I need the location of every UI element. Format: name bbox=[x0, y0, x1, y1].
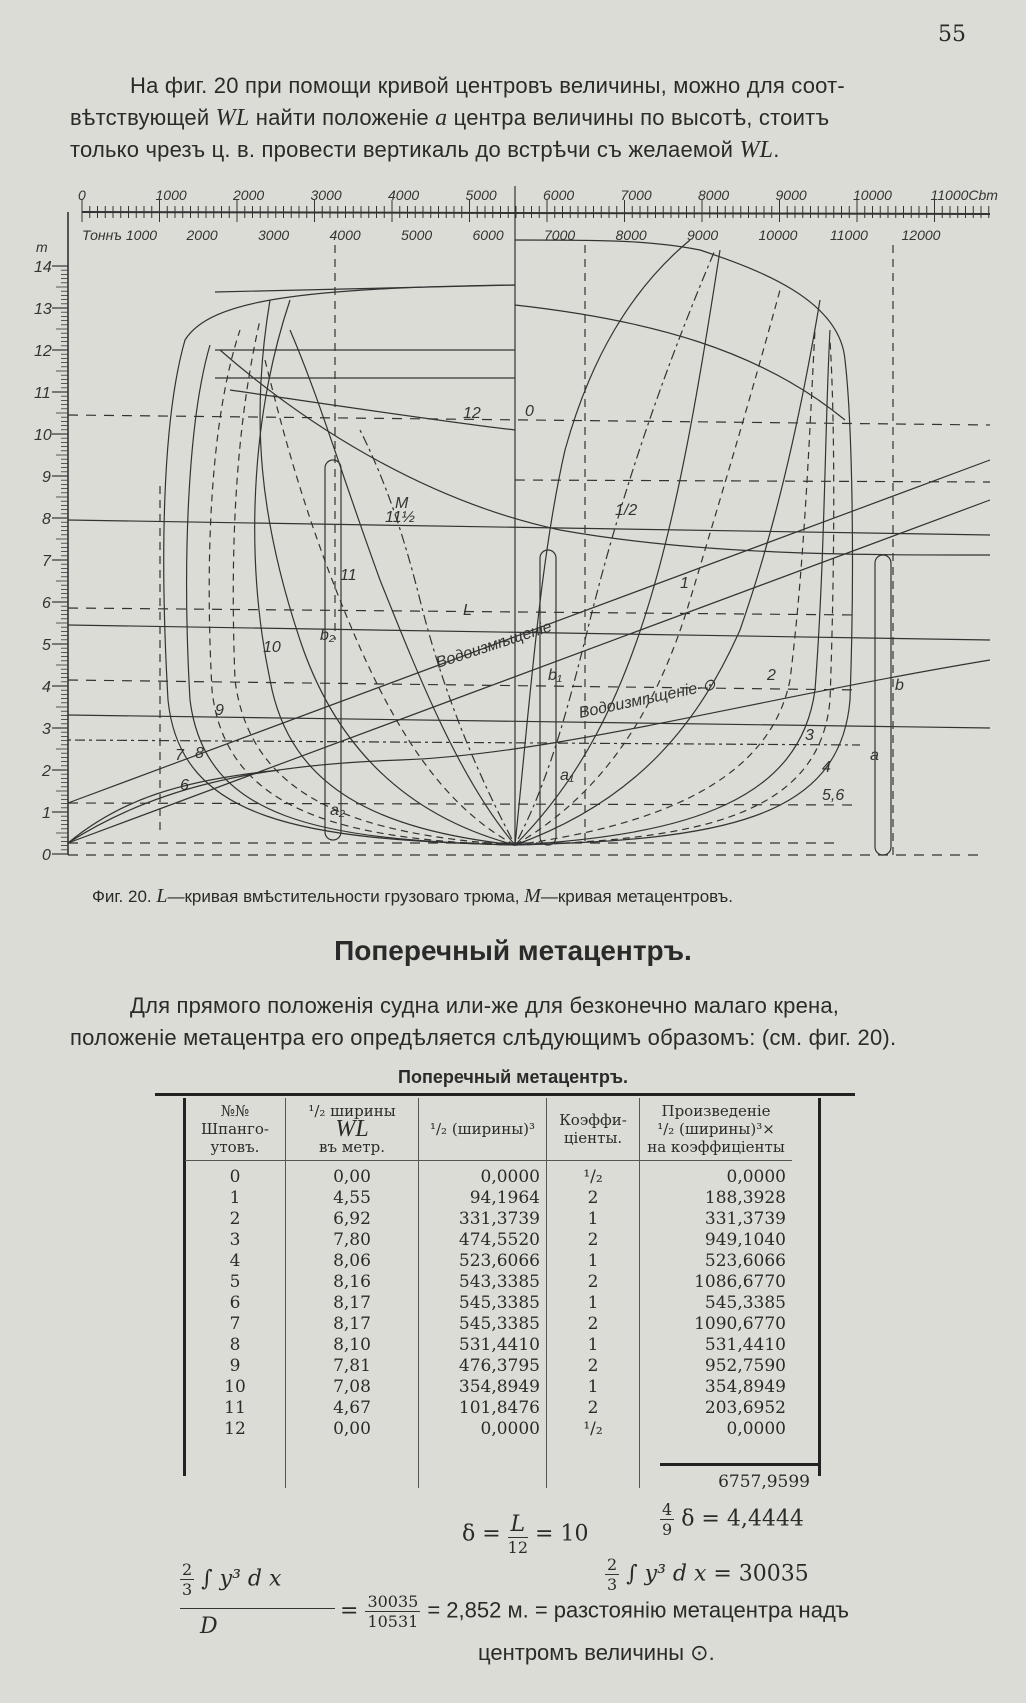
svg-text:4: 4 bbox=[42, 679, 51, 696]
table-cell: 2 bbox=[547, 1188, 640, 1209]
table-cell: 0,0000 bbox=[726, 1419, 786, 1439]
table-row bbox=[185, 1188, 792, 1209]
svg-text:4000: 4000 bbox=[388, 187, 420, 203]
table-cell: 3 bbox=[185, 1230, 286, 1251]
wl-symbol: WL bbox=[215, 105, 250, 131]
svg-text:11: 11 bbox=[340, 567, 357, 584]
table-cell: 523,6066 bbox=[704, 1251, 786, 1271]
table-cell: 543,3385 bbox=[419, 1272, 547, 1293]
wl-symbol: WL bbox=[739, 137, 774, 163]
table-cell: 474,5520 bbox=[419, 1230, 547, 1251]
table-cell: 4,55 bbox=[286, 1188, 419, 1209]
table-cell: 8,17 bbox=[286, 1314, 419, 1335]
table-cell: 354,8949 bbox=[704, 1377, 786, 1397]
svg-text:11½: 11½ bbox=[385, 509, 415, 526]
table-cell: 2 bbox=[547, 1230, 640, 1251]
table-cell: 1 bbox=[547, 1209, 640, 1230]
svg-text:11: 11 bbox=[34, 385, 51, 402]
table-cell: 952,7590 bbox=[704, 1356, 786, 1376]
table-cell: ¹/₂ bbox=[547, 1419, 640, 1440]
table-row bbox=[185, 1161, 792, 1189]
svg-text:7000: 7000 bbox=[620, 187, 652, 203]
svg-text:3000: 3000 bbox=[310, 187, 342, 203]
table-cell: 7 bbox=[185, 1314, 286, 1335]
svg-text:9: 9 bbox=[42, 469, 51, 486]
svg-text:4000: 4000 bbox=[329, 227, 361, 243]
section-line-2: положенiе метацентра его опредѣляется слѣдующимъ образомъ: (см. фиг. 20). bbox=[70, 1025, 897, 1050]
table-cell: 545,3385 bbox=[704, 1293, 786, 1313]
table-cell: 1 bbox=[547, 1251, 640, 1272]
formula-result-line2: центромъ величины ⊙. bbox=[478, 1640, 715, 1665]
intro-line-2c: центра величины по высотѣ, стоитъ bbox=[447, 105, 830, 130]
table-cell: 476,3795 bbox=[419, 1356, 547, 1377]
svg-text:11000Cbm: 11000Cbm bbox=[930, 187, 998, 203]
formula-integral: $\frac{2}{3}$ ∫ y³ d x = 30035 bbox=[607, 1555, 809, 1594]
caption-M: M bbox=[524, 885, 541, 907]
metacenter-table bbox=[185, 1098, 792, 1488]
table-cell: 8 bbox=[185, 1335, 286, 1356]
table-cell: 523,6066 bbox=[419, 1251, 547, 1272]
table-cell: 1 bbox=[547, 1335, 640, 1356]
svg-text:b₁: b₁ bbox=[548, 667, 562, 684]
svg-text:6: 6 bbox=[42, 595, 51, 612]
svg-text:14: 14 bbox=[34, 259, 52, 276]
svg-text:3000: 3000 bbox=[258, 227, 290, 243]
intro-paragraph bbox=[70, 70, 970, 166]
svg-text:1: 1 bbox=[680, 575, 689, 592]
table-cell: 9 bbox=[185, 1356, 286, 1377]
header-product: Произведенiе ¹/₂ (ширины)³× на коэффицiенты bbox=[640, 1098, 793, 1161]
svg-text:12: 12 bbox=[463, 405, 481, 422]
svg-text:a₁: a₁ bbox=[560, 767, 574, 784]
table-cell: 0,0000 bbox=[726, 1167, 786, 1187]
table-cell: 531,4410 bbox=[419, 1335, 547, 1356]
svg-text:13: 13 bbox=[34, 301, 52, 318]
svg-text:9000: 9000 bbox=[775, 187, 807, 203]
table-row bbox=[185, 1314, 792, 1335]
table-cell: 2 bbox=[547, 1356, 640, 1377]
svg-text:12: 12 bbox=[34, 343, 52, 360]
intro-line-2a: вѣтствующей bbox=[70, 105, 216, 130]
table-row bbox=[185, 1377, 792, 1398]
table-cell: 8,16 bbox=[286, 1272, 419, 1293]
formula-result: = $\frac{30035}{10531}$ = 2,852 м. = разстоянiю метацентра надъ bbox=[340, 1592, 850, 1631]
svg-text:3: 3 bbox=[805, 727, 814, 744]
table-cell: 531,4410 bbox=[704, 1335, 786, 1355]
table-cell: 2 bbox=[547, 1398, 640, 1419]
a-symbol: a bbox=[435, 105, 448, 131]
svg-text:11000: 11000 bbox=[830, 227, 868, 243]
table-cell: 2 bbox=[185, 1209, 286, 1230]
table-row bbox=[185, 1272, 792, 1293]
svg-text:0: 0 bbox=[42, 847, 51, 864]
table-top-rule bbox=[155, 1093, 855, 1096]
svg-text:Тоннъ 1000: Тоннъ 1000 bbox=[82, 227, 158, 243]
table-cell: 8,06 bbox=[286, 1251, 419, 1272]
section-title: Поперечный метацентръ. bbox=[334, 935, 692, 966]
table-cell: 949,1040 bbox=[704, 1230, 786, 1250]
table-row bbox=[185, 1251, 792, 1272]
table-cell: 6 bbox=[185, 1293, 286, 1314]
svg-text:8000: 8000 bbox=[698, 187, 730, 203]
caption-prefix: Фиг. 20. bbox=[92, 887, 157, 906]
svg-text:1/2: 1/2 bbox=[615, 502, 638, 519]
table-cell: 94,1964 bbox=[419, 1188, 547, 1209]
formula-D: D bbox=[200, 1614, 218, 1639]
svg-text:5,6: 5,6 bbox=[822, 787, 845, 804]
table-right-rule bbox=[818, 1098, 821, 1476]
table-cell: 7,08 bbox=[286, 1377, 419, 1398]
header-half-width: ¹/₂ ширины WL въ метр. bbox=[286, 1098, 419, 1161]
figure-20-body-plan-diagram bbox=[0, 180, 1026, 870]
svg-text:10: 10 bbox=[263, 639, 281, 656]
table-cell: 354,8949 bbox=[419, 1377, 547, 1398]
svg-text:L: L bbox=[463, 602, 472, 619]
table-cell: 10 bbox=[185, 1377, 286, 1398]
svg-text:M: M bbox=[395, 495, 409, 512]
table-row bbox=[185, 1398, 792, 1419]
caption-mid: —кривая вмѣстительности грузоваго трюма, bbox=[167, 887, 525, 906]
svg-text:7: 7 bbox=[42, 553, 51, 570]
table-total: 6757,9599 bbox=[718, 1472, 810, 1492]
svg-text:5000: 5000 bbox=[465, 187, 497, 203]
svg-text:10000: 10000 bbox=[853, 187, 892, 203]
table-cell: 12 bbox=[185, 1419, 286, 1440]
fraction-bar bbox=[180, 1608, 335, 1609]
table-cell: 1 bbox=[547, 1293, 640, 1314]
svg-text:8: 8 bbox=[195, 745, 204, 762]
table-row bbox=[185, 1356, 792, 1377]
svg-text:6000: 6000 bbox=[472, 227, 504, 243]
table-cell: 8,10 bbox=[286, 1335, 419, 1356]
intro-line-2b: найти положенiе bbox=[249, 105, 436, 130]
svg-text:2000: 2000 bbox=[186, 227, 218, 243]
svg-text:b: b bbox=[895, 677, 904, 694]
table-cell: ¹/₂ bbox=[547, 1161, 640, 1189]
table-cell: 5 bbox=[185, 1272, 286, 1293]
table-row bbox=[185, 1209, 792, 1230]
table-cell: 1086,6770 bbox=[694, 1272, 786, 1292]
table-cell: 7,81 bbox=[286, 1356, 419, 1377]
svg-text:0: 0 bbox=[525, 403, 534, 420]
svg-text:0: 0 bbox=[78, 187, 86, 203]
formula-delta: ẟ = $\frac{L}{12}$ = 10 bbox=[462, 1512, 589, 1557]
svg-text:2: 2 bbox=[767, 667, 776, 684]
caption-L: L bbox=[156, 885, 168, 907]
table-cell: 7,80 bbox=[286, 1230, 419, 1251]
header-frame-number: №№ Шпанго- утовъ. bbox=[185, 1098, 286, 1161]
table-cell: 1 bbox=[185, 1188, 286, 1209]
svg-text:7000: 7000 bbox=[544, 227, 576, 243]
sum-rule bbox=[660, 1463, 818, 1466]
svg-text:6: 6 bbox=[180, 777, 189, 794]
svg-text:3: 3 bbox=[42, 721, 51, 738]
table-cell: 2 bbox=[547, 1272, 640, 1293]
table-cell: 4,67 bbox=[286, 1398, 419, 1419]
svg-text:Водоизмѣщенiе-⊙: Водоизмѣщенiе-⊙ bbox=[577, 676, 718, 722]
svg-text:5000: 5000 bbox=[401, 227, 433, 243]
table-cell: 2 bbox=[547, 1314, 640, 1335]
table-row bbox=[185, 1293, 792, 1314]
table-cell: 0 bbox=[185, 1161, 286, 1189]
table-cell: 545,3385 bbox=[419, 1293, 547, 1314]
svg-text:a₂: a₂ bbox=[330, 802, 345, 819]
formula-bm-numerator: $\frac{2}{3}$ ∫ y³ d x bbox=[182, 1560, 282, 1599]
svg-text:a: a bbox=[870, 747, 879, 764]
table-cell: 6,92 bbox=[286, 1209, 419, 1230]
table-row bbox=[185, 1419, 792, 1440]
intro-line-3b: . bbox=[773, 137, 780, 162]
svg-text:4: 4 bbox=[822, 759, 831, 776]
table-cell: 188,3928 bbox=[704, 1188, 786, 1208]
table-cell: 101,8476 bbox=[419, 1398, 547, 1419]
table-row bbox=[185, 1335, 792, 1356]
svg-text:Водоизмѣщенiе: Водоизмѣщенiе bbox=[433, 618, 555, 672]
table-cell: 331,3739 bbox=[419, 1209, 547, 1230]
table-row bbox=[185, 1230, 792, 1251]
svg-text:b₂: b₂ bbox=[320, 627, 335, 644]
svg-text:m: m bbox=[36, 239, 48, 255]
svg-text:6000: 6000 bbox=[543, 187, 575, 203]
svg-text:7: 7 bbox=[175, 747, 184, 764]
svg-text:12000: 12000 bbox=[901, 227, 941, 243]
svg-text:2000: 2000 bbox=[233, 187, 265, 203]
svg-text:10: 10 bbox=[34, 427, 52, 444]
header-half-width-cubed: ¹/₂ (ширины)³ bbox=[419, 1098, 547, 1161]
figure-caption bbox=[92, 885, 733, 908]
section-line-1: Для прямого положенiя судна или-же для безконечно малаго крена, bbox=[130, 993, 840, 1018]
header-coefficients: Коэффи- цiенты. bbox=[547, 1098, 640, 1161]
caption-end: —кривая метацентровъ. bbox=[540, 887, 733, 906]
intro-line-1: На фиг. 20 при помощи кривой центровъ величины, можно для соот- bbox=[130, 73, 845, 98]
table-cell: 0,00 bbox=[286, 1419, 419, 1440]
table-cell: 1 bbox=[547, 1377, 640, 1398]
table-cell: 0,0000 bbox=[419, 1161, 547, 1189]
svg-text:9000: 9000 bbox=[687, 227, 719, 243]
table-cell: 4 bbox=[185, 1251, 286, 1272]
svg-text:1000: 1000 bbox=[155, 187, 187, 203]
svg-text:10000: 10000 bbox=[758, 227, 798, 243]
table-cell: 203,6952 bbox=[704, 1398, 786, 1418]
section-paragraph bbox=[70, 990, 970, 1054]
svg-text:2: 2 bbox=[42, 763, 51, 780]
svg-text:8000: 8000 bbox=[615, 227, 647, 243]
table-title: Поперечный метацентръ. bbox=[398, 1067, 628, 1087]
table-cell: 8,17 bbox=[286, 1293, 419, 1314]
table-cell: 331,3739 bbox=[704, 1209, 786, 1229]
table-cell: 1090,6770 bbox=[694, 1314, 786, 1334]
intro-line-3a: только чрезъ ц. в. провести вертикаль до встрѣчи съ желаемой bbox=[70, 137, 740, 162]
page-number: 55 bbox=[938, 22, 966, 47]
table-cell: 11 bbox=[185, 1398, 286, 1419]
table-cell: 0,00 bbox=[286, 1161, 419, 1189]
table-cell: 545,3385 bbox=[419, 1314, 547, 1335]
svg-text:1: 1 bbox=[42, 805, 51, 822]
formula-four-ninths-delta: $\frac{4}{9}$ ẟ = 4,4444 bbox=[662, 1500, 804, 1539]
svg-text:8: 8 bbox=[42, 511, 51, 528]
svg-text:9: 9 bbox=[215, 702, 224, 719]
table-cell: 0,0000 bbox=[419, 1419, 547, 1440]
svg-text:5: 5 bbox=[42, 637, 51, 654]
